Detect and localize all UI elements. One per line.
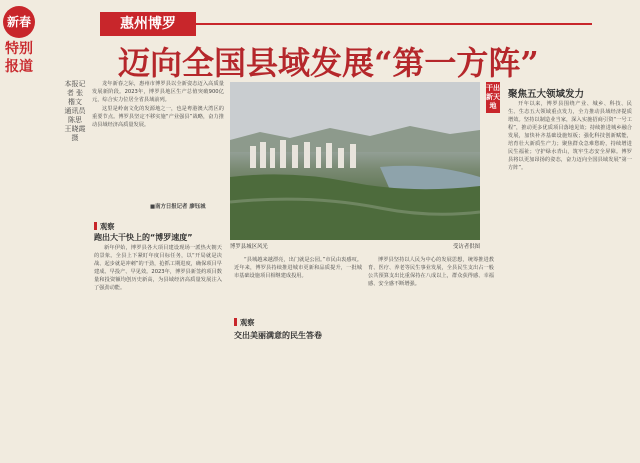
city-aerial-photo bbox=[230, 82, 480, 240]
intro-paragraph: 这里是岭南文化的发源地之一，也是粤港澳大湾区的重要节点。博罗县坚定不移实施“产业强县”战略，奋力推动县域经济高质量发展。 bbox=[92, 106, 224, 128]
aerial-landscape-illustration bbox=[230, 82, 480, 240]
left-red-bar bbox=[0, 0, 34, 463]
focus-paragraph: 开年以来，博罗县围绕产业、城乡、科技、民生、生态五大领域重点发力，全力推动县域经济提质增效。坚持以制造业当家，深入实施招商引资“一号工程”，推动更多优质项目落地见效；持续推进城乡融合发展，加快补齐基础设施短板；强化科技创新赋能，培育壮大新质生产力；聚焦群众急难愁盼，持续增进民生福祉；守护绿水青山，筑牢生态安全屏障。博罗县将以更加昂扬的姿态，奋力迈向全国县域发展“第一方阵”。 bbox=[508, 101, 632, 171]
focus-section-title: 聚焦五大领域发力 bbox=[508, 89, 585, 100]
red-marker bbox=[94, 222, 97, 230]
main-headline: 迈向全国县域发展“第一方阵” bbox=[118, 44, 539, 82]
new-spring-badge: 新春 bbox=[3, 6, 35, 38]
side-red-label: 干出新天地 bbox=[486, 82, 500, 113]
section2-paragraph: 博罗县坚持以人民为中心的发展思想，统筹推进教育、医疗、养老等民生事业发展，全县民生支出占一般公共预算支出比重保持在八成以上，群众获得感、幸福感、安全感不断增强。 bbox=[368, 257, 494, 287]
special-report-vertical-title: 特别报道 bbox=[5, 41, 33, 75]
section2-kicker bbox=[234, 318, 254, 328]
photo-credit: ■南方日报记者 廖钰城 bbox=[150, 204, 206, 210]
section-tag: 惠州博罗 bbox=[100, 12, 196, 36]
intro-paragraph: 龙年新春之际，惠州市博罗县以全新姿态迈入高质量发展新阶段。2023年，博罗县地区生产总值突破900亿元，综合实力位居全省县域前列。 bbox=[92, 81, 224, 103]
section1-paragraph: 新年伊始，博罗县各大项目建设现场一派热火朝天的景象。全县上下紧盯年度目标任务，以“开局就是决战、起步就是冲刺”的干劲，抢抓工期进度，确保项目早建成、早投产、早见效。2023年，博罗县新签约项目数量和投资额均创历史新高，为县域经济高质量发展注入了强劲动能。 bbox=[94, 245, 222, 291]
caption-text: 博罗县城区风光 bbox=[230, 244, 268, 250]
caption-source: 受访者供图 bbox=[453, 244, 480, 250]
section2-paragraph: “县城越来越漂亮，出门就是公园。”市民由衷感叹。近年来，博罗县持续推进城市更新和品质提升，一批城市基础设施项目相继建成投用。 bbox=[234, 257, 362, 279]
intro-column bbox=[92, 80, 224, 200]
focus-column bbox=[508, 100, 632, 455]
section2-column-left bbox=[234, 256, 362, 456]
photo-caption bbox=[230, 242, 480, 250]
section1-title: 跑出大干快上的“博罗速度” bbox=[94, 233, 193, 242]
section1-kicker-text: 观察 bbox=[100, 222, 115, 231]
section2-column-right bbox=[368, 256, 494, 456]
tag-divider-line bbox=[196, 23, 592, 25]
red-marker bbox=[234, 318, 237, 326]
section2-title: 交出美丽满意的民生答卷 bbox=[234, 331, 322, 340]
section2-kicker-text: 观察 bbox=[240, 318, 255, 327]
section1-column bbox=[94, 244, 222, 456]
author-byline: 本报记者 张楷文 通讯员 陈思 王晓霞 摄 bbox=[64, 80, 86, 142]
section1-kicker bbox=[94, 222, 114, 232]
